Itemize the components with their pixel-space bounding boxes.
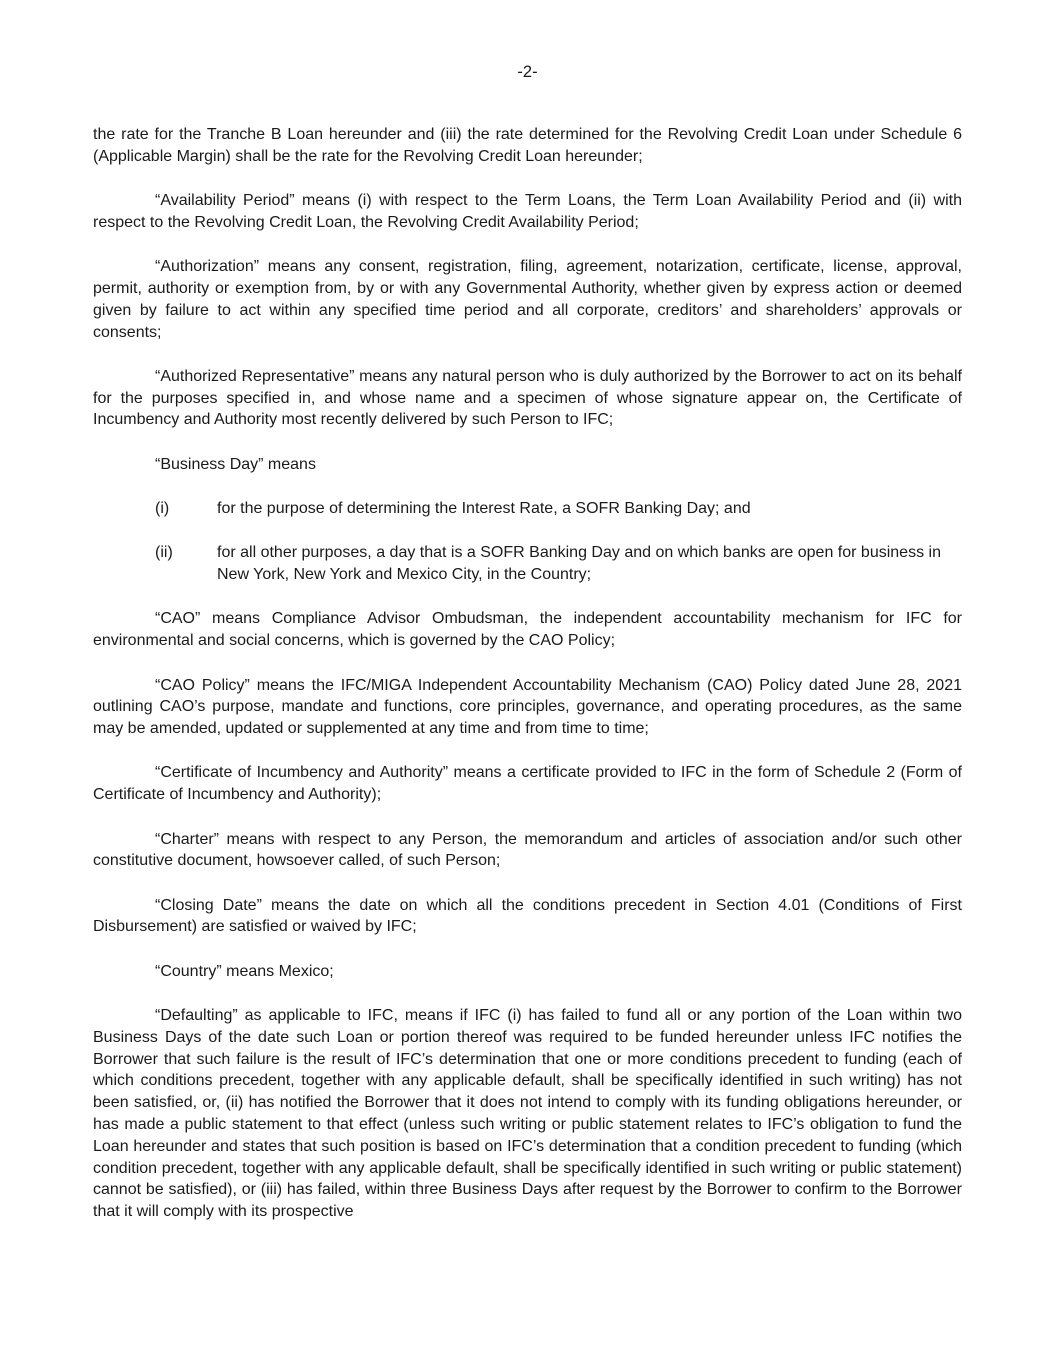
paragraph-continuation: the rate for the Tranche B Loan hereunder and (iii) the rate determined for the Revolving Credit Loan under Schedule 6 (Applicable Margin) shall be the rate for the Revolving Credit Loan hereunder; xyxy=(93,126,962,165)
list-item xyxy=(93,542,962,586)
definition-closing-date: “Closing Date” means the date on which all the conditions precedent in Section 4.01 (Conditions of First Disbursement) are satisfied or waived by IFC; xyxy=(93,896,962,936)
definition-defaulting: “Defaulting” as applicable to IFC, means if IFC (i) has failed to fund all or any portion of the Loan within two Business Days of the date such Loan or portion thereof was required to be funded hereunder unless IFC notifies the Borrower that such failure is the result of IFC’s determination that one or more conditions precedent to funding (each of which conditions precedent, together with any applicable default, shall be specifically identified in such writing) has not been satisfied, or, (ii) has notified the Borrower that it does not intend to comply with its funding obligations hereunder, or has made a public statement to that effect (unless such writing or public statement relates to IFC’s obligation to fund the Loan hereunder and states that such position is based on IFC’s determination that a condition precedent to funding (which condition precedent, together with any applicable default, shall be specifically identified in such writing or public statement) cannot be satisfied), or (iii) has failed, within three Business Days after request by the Borrower to confirm to the Borrower that it will comply with its prospective xyxy=(93,1007,962,1221)
definition-country: “Country” means Mexico; xyxy=(155,962,334,980)
definition-certificate-of-incumbency: “Certificate of Incumbency and Authority” means a certificate provided to IFC in the form of Schedule 2 (Form of Certificate of Incumbency and Authority); xyxy=(93,764,962,804)
definition-authorized-representative: “Authorized Representative” means any natural person who is duly authorized by the Borrower to act on its behalf for the purposes specified in, and whose name and a specimen of whose signature appear on, the Certificate of Incumbency and Authority most recently delivered by such Person to IFC; xyxy=(93,367,962,429)
list-item-text: for the purpose of determining the Interest Rate, a SOFR Banking Day; and xyxy=(217,500,751,518)
definition-authorization: “Authorization” means any consent, registration, filing, agreement, notarization, certificate, license, approval, permit, authority or exemption from, by or with any Governmental Authority, whether given by express action or deemed given by failure to act within any specified time period and all corporate, creditors’ and shareholders’ approvals or consents; xyxy=(93,258,962,341)
definition-availability-period: “Availability Period” means (i) with respect to the Term Loans, the Term Loan Availability Period and (ii) with respect to the Revolving Credit Loan, the Revolving Credit Availability Period; xyxy=(93,192,962,231)
page-number: -2- xyxy=(517,63,538,81)
definition-charter: “Charter” means with respect to any Person, the memorandum and articles of association and/or such other constitutive document, howsoever called, of such Person; xyxy=(93,830,962,870)
definition-cao: “CAO” means Compliance Advisor Ombudsman, the independent accountability mechanism for IFC for environmental and social concerns, which is governed by the CAO Policy; xyxy=(93,610,962,650)
definition-business-day: “Business Day” means xyxy=(155,455,316,473)
definition-cao-policy: “CAO Policy” means the IFC/MIGA Independent Accountability Mechanism (CAO) Policy dated June 28, 2021 outlining CAO’s purpose, mandate and functions, core principles, governance, and operating procedures, as the same may be amended, updated or supplemented at any time and from time to time; xyxy=(93,676,962,738)
list-item xyxy=(93,498,962,520)
list-item-number: (ii) xyxy=(155,544,173,562)
list-item-number: (i) xyxy=(155,500,170,518)
document-body xyxy=(93,124,962,1245)
list-item-text: for all other purposes, a day that is a SOFR Banking Day and on which banks are open for business in New York, New York and Mexico City, in the Country; xyxy=(217,544,941,584)
